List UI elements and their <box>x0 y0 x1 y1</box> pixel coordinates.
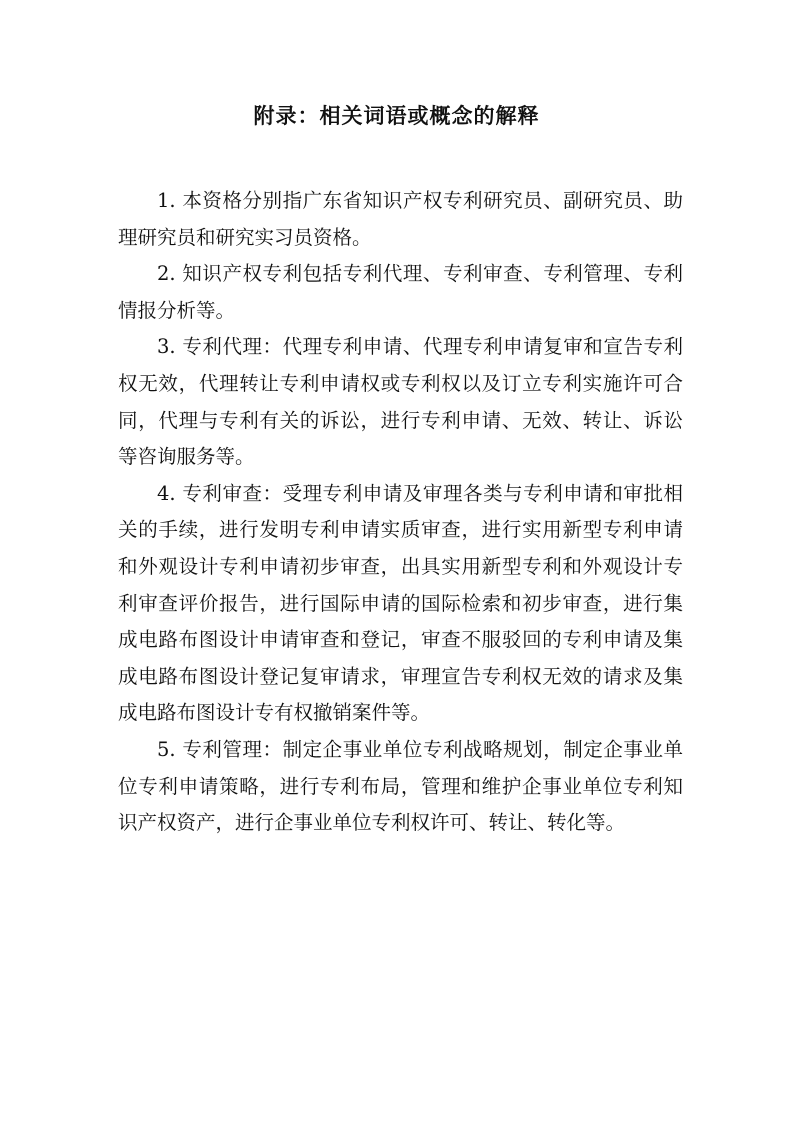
paragraph-3: 3. 专利代理：代理专利申请、代理专利申请复审和宣告专利权无效，代理转让专利申请权或专利权以及订立专利实施许可合同，代理与专利有关的诉讼，进行专利申请、无效、转让、诉讼等咨询服务等。 <box>118 335 683 469</box>
paragraph-2: 2. 知识产权专利包括专利代理、专利审查、专利管理、专利情报分析等。 <box>118 262 683 322</box>
document-body <box>118 183 683 842</box>
paragraph-1: 1. 本资格分别指广东省知识产权专利研究员、副研究员、助理研究员和研究实习员资格。 <box>118 189 683 249</box>
page-title: 附录：相关词语或概念的解释 <box>253 104 540 128</box>
paragraph-5: 5. 专利管理：制定企事业单位专利战略规划，制定企事业单位专利申请策略，进行专利布局，管理和维护企事业单位专利知识产权资产，进行企事业单位专利权许可、转让、转化等。 <box>118 737 683 835</box>
paragraph-4: 4. 专利审查：受理专利申请及审理各类与专利申请和审批相关的手续，进行发明专利申请实质审查，进行实用新型专利申请和外观设计专利申请初步审查，出具实用新型专利和外观设计专利审查评价报告，进行国际申请的国际检索和初步审查，进行集成电路布图设计申请审查和登记，审查不服驳回的专利申请及集成电路布图设计登记复审请求，审理宣告专利权无效的请求及集成电路布图设计专有权撤销案件等。 <box>118 481 683 725</box>
